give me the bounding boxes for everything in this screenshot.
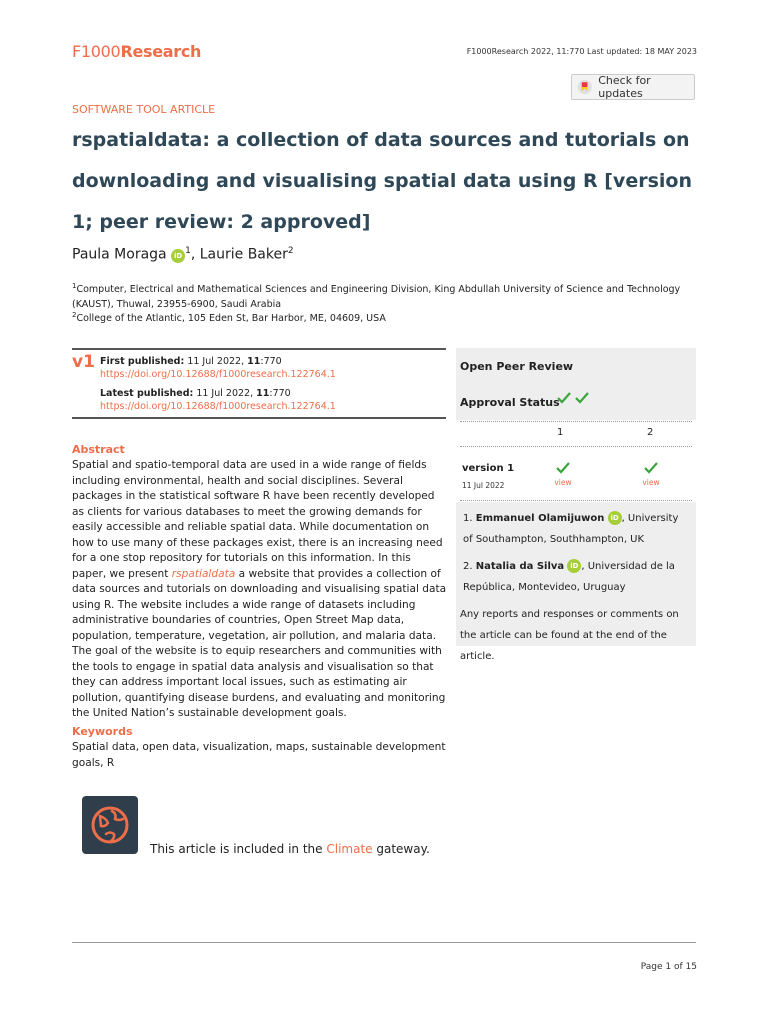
orcid-icon[interactable]: iD [608, 511, 622, 525]
reviewer-affil: , Universidad de la República, Montevideo, Uruguay [463, 561, 675, 593]
aff-sup: 1 [72, 282, 77, 290]
author-sup: 1 [185, 246, 191, 256]
first-page: :770 [260, 356, 282, 367]
author-list [72, 246, 294, 263]
logo-suffix: Research [120, 42, 202, 61]
first-doi-link[interactable]: https://doi.org/10.12688/f1000research.122764.1 [100, 369, 336, 380]
reviewer-col-1: 1 [557, 427, 564, 438]
reviewer-name[interactable]: Natalia da Silva [475, 561, 565, 572]
reviewer-col-2: 2 [647, 427, 654, 438]
citation-meta: F1000Research 2022, 11:770 Last updated: 18 MAY 2023 [466, 47, 697, 56]
latest-label: Latest published: [100, 388, 194, 399]
reviewer-item [463, 508, 688, 550]
footer-divider [72, 942, 696, 943]
check-updates-button[interactable] [571, 74, 695, 100]
gateway-note [150, 842, 430, 856]
version-note: [version 1; peer review: 2 approved] [72, 170, 692, 233]
check-icon [557, 391, 593, 405]
version-badge: v1 [72, 352, 95, 372]
check-icon [556, 462, 570, 474]
version-label: version 1 [462, 463, 515, 474]
view-link[interactable]: view [554, 478, 572, 487]
peer-review-title: Open Peer Review [460, 360, 574, 373]
reports-note: Any reports and responses or comments on the article can be found at the end of the article. [460, 609, 679, 662]
first-published [100, 355, 336, 381]
latest-doi-link[interactable]: https://doi.org/10.12688/f1000research.122764.1 [100, 401, 336, 412]
abstract-text: Spatial and spatio-temporal data are used in a wide range of fields including environmental, health and social disciplines. Several packages in the statistical software R have been recently developed as clients for various databases to meet the growing demands for easily accessible and reliable spatial data. While documentation on how to use many of these packages exist, there is an increasing need for a one stop repository for tutorials on this information. In this paper, we present [72, 459, 443, 580]
reviewer-name[interactable]: Emmanuel Olamijuwon [475, 513, 605, 524]
reviewer-num: 2. [463, 561, 473, 572]
abstract-text: a website that provides a collection of data sources and tutorials on downloading and visualising spatial data using R. The website includes a wide range of datasets including administrative boundaries of countries, Open Street Map data, population, temperature, vegetation, air pollution, and malaria data. The goal of the website is to equip researchers and communities with the tools to engage in spatial data analysis and visualisation so that they can address important local issues, such as estimating air pollution, quantifying disease burdens, and evaluating and monitoring the United Nation’s sustainable development goals. [72, 567, 447, 719]
first-date: 11 Jul 2022, [187, 356, 245, 367]
globe-graphic [82, 796, 138, 854]
orcid-icon[interactable]: iD [567, 559, 581, 573]
latest-page: :770 [269, 388, 291, 399]
divider [460, 421, 692, 422]
keywords-text: Spatial data, open data, visualization, maps, sustainable development goals, R [72, 741, 446, 769]
aff-sup: 2 [72, 311, 77, 319]
divider [460, 446, 692, 447]
aff-text: College of the Atlantic, 105 Eden St, Bar Harbor, ME, 04609, USA [76, 313, 386, 325]
crossmark-icon [577, 79, 592, 95]
first-vol: 11 [247, 356, 261, 367]
approval-status-label: Approval Status [460, 396, 560, 409]
article-type: SOFTWARE TOOL ARTICLE [72, 103, 216, 116]
version-date: 11 Jul 2022 [462, 481, 505, 490]
review-cell-1[interactable] [553, 459, 573, 487]
check-updates-label: Check for updates [598, 74, 651, 100]
page-number: Page 1 of 15 [640, 962, 697, 972]
latest-date: 11 Jul 2022, [196, 388, 254, 399]
logo-prefix: F1000 [72, 42, 121, 61]
view-link[interactable]: view [642, 478, 660, 487]
first-label: First published: [100, 356, 185, 367]
globe-icon[interactable] [82, 796, 138, 854]
latest-vol: 11 [256, 388, 270, 399]
journal-logo[interactable] [72, 42, 201, 61]
abstract-body [72, 458, 448, 722]
reviewer-num: 1. [463, 513, 473, 524]
aff-text: Computer, Electrical and Mathematical Sciences and Engineering Division, King Abdullah University of Science and Technology (KAUST), Thuwal, 23955-6900, Saudi Arabia [72, 284, 681, 310]
check-icon [644, 462, 658, 474]
approval-checks [557, 390, 593, 409]
author-sup: 2 [287, 246, 294, 256]
keywords-heading: Keywords [72, 725, 133, 738]
divider [72, 417, 446, 419]
author-separator: , [190, 246, 200, 263]
abstract-heading: Abstract [72, 443, 125, 456]
title-text: rspatialdata: a collection of data sources and tutorials on downloading and visualising spatial data using R [72, 129, 690, 192]
article-title [72, 120, 702, 243]
orcid-icon[interactable]: iD [171, 249, 185, 263]
reviewer-item [463, 556, 688, 598]
latest-published [100, 387, 336, 413]
author-name[interactable]: Paula Moraga [72, 246, 167, 263]
divider [72, 348, 446, 350]
gateway-post: gateway. [372, 842, 430, 856]
review-cell-2[interactable] [641, 459, 661, 487]
author-name[interactable]: Laurie Baker [199, 246, 288, 263]
gateway-link[interactable]: Climate [326, 842, 373, 856]
reviewer-affil: , University of Southampton, Southhampton, UK [463, 513, 679, 545]
gateway-pre: This article is included in the [150, 842, 327, 856]
divider [460, 500, 692, 501]
abstract-link[interactable]: rspatialdata [171, 567, 236, 580]
affiliation [72, 308, 682, 327]
